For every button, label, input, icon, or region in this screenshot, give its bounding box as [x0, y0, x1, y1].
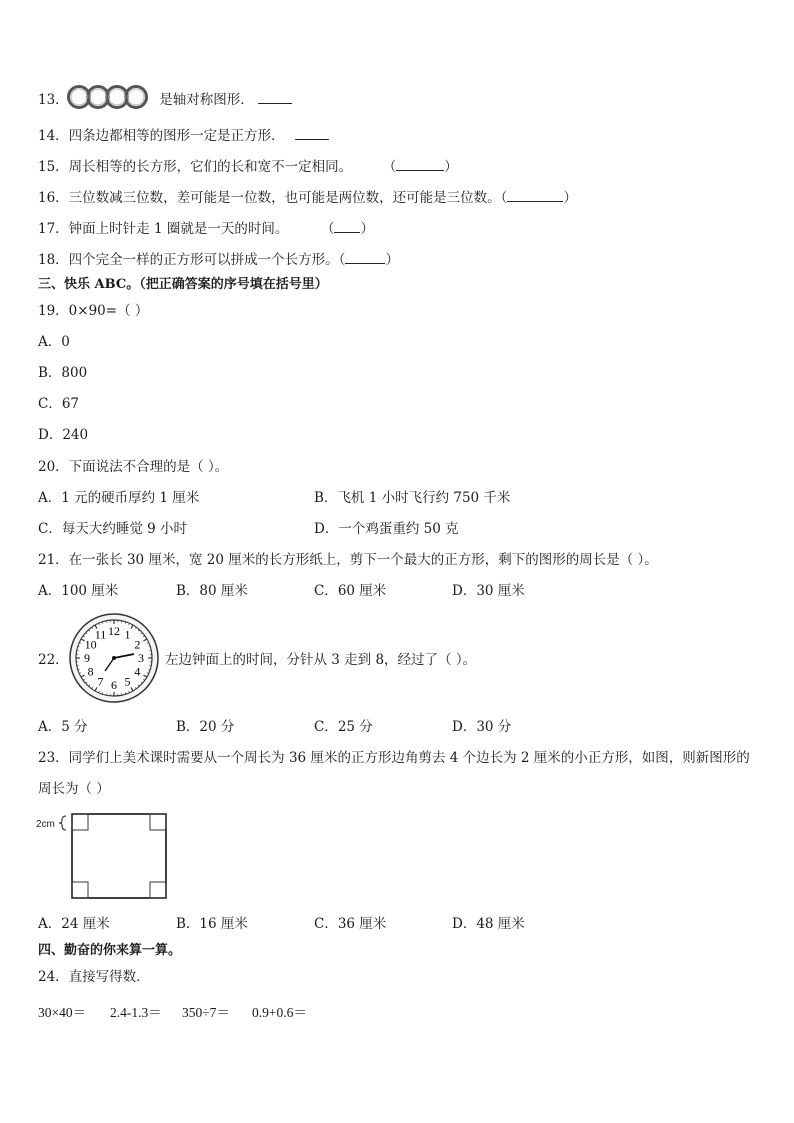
figure-label-2cm: 2cm [36, 819, 55, 830]
question-13-number: 13． [38, 92, 69, 108]
option-19-d[interactable]: D．240 [38, 427, 89, 443]
question-14 [38, 125, 329, 145]
option-19-a[interactable]: A．0 [38, 334, 70, 350]
option-20-b[interactable]: B．飞机 1 小时飞行约 750 千米 [314, 490, 511, 506]
option-23-d[interactable]: D．48 厘米 [452, 916, 525, 932]
answer-blank-13[interactable] [258, 89, 292, 104]
clock-number: 12 [108, 624, 120, 638]
option-19-c[interactable]: C．67 [38, 396, 80, 412]
bracket-close: ） [444, 159, 458, 175]
question-24-stem: 24．直接写得数． [38, 969, 150, 985]
question-21-stem: 21．在一张长 30 厘米，宽 20 厘米的长方形纸上，剪下一个最大的正方形，剩下的图形的周长是（ ）。 [38, 552, 658, 568]
option-21-c[interactable]: C．60 厘米 [314, 583, 387, 599]
question-13-text: 是轴对称图形． [159, 92, 254, 108]
question-15 [38, 156, 458, 176]
section-4-title: 四、勤奋的你来算一算。 [38, 943, 182, 958]
question-18-text: 18．四个完全一样的正方形可以拼成一个长方形。（ [38, 252, 346, 268]
question-20-stem: 20．下面说法不合理的是（ ）。 [38, 459, 229, 475]
question-18 [38, 249, 399, 269]
clock-number: 9 [84, 651, 90, 665]
clock-number: 4 [134, 664, 141, 679]
clock-number: 10 [84, 637, 97, 652]
cut-square-figure [36, 810, 170, 902]
question-23-stem-line2: 周长为（ ） [38, 781, 110, 797]
option-22-a[interactable]: A．5 分 [38, 719, 88, 735]
calc-expr-2: 2.4-1.3＝ [110, 1005, 162, 1020]
clock-number: 3 [138, 651, 144, 665]
answer-blank-16[interactable] [507, 187, 563, 202]
option-23-c[interactable]: C．36 厘米 [314, 916, 387, 932]
question-17 [38, 218, 374, 238]
question-22-text: 左边钟面上的时间，分针从 3 走到 8，经过了（ ）。 [165, 652, 477, 668]
option-22-d[interactable]: D．30 分 [452, 719, 512, 735]
option-22-c[interactable]: C．25 分 [314, 719, 373, 735]
option-20-d[interactable]: D．一个鸡蛋重约 50 克 [314, 521, 459, 537]
section-3-title: 三、快乐 ABC。（把正确答案的序号填在括号里） [38, 277, 328, 292]
bracket-open: （ [320, 221, 335, 237]
calc-expr-4: 0.9+0.6＝ [252, 1005, 307, 1020]
bracket-close: ） [360, 221, 374, 237]
answer-blank-18[interactable] [345, 249, 385, 264]
option-23-a[interactable]: A．24 厘米 [38, 916, 110, 932]
calc-expr-3: 350÷7＝ [182, 1005, 230, 1020]
question-14-text: 14．四条边都相等的图形一定是正方形． [38, 128, 285, 144]
clock-face-icon [68, 612, 160, 704]
clock-number: 8 [87, 664, 94, 679]
answer-blank-14[interactable] [295, 125, 329, 140]
question-22-number: 22． [38, 652, 69, 668]
four-rings-icon [66, 84, 150, 110]
option-20-c[interactable]: C．每天大约睡觉 9 小时 [38, 521, 188, 537]
bracket-close: ） [385, 252, 399, 268]
option-22-b[interactable]: B．20 分 [176, 719, 235, 735]
question-19-stem: 19．0×90=（ ） [38, 303, 149, 319]
question-17-text: 17．钟面上时针走 1 圈就是一天的时间。 [38, 221, 289, 237]
clock-number: 2 [134, 637, 141, 652]
question-16-text: 16．三位数减三位数，差可能是一位数，也可能是两位数，还可能是三位数。（ [38, 190, 508, 206]
bracket-close: ） [563, 190, 577, 206]
clock-number: 7 [97, 674, 104, 689]
question-23-stem-line1: 23．同学们上美术课时需要从一个周长为 36 厘米的正方形边角剪去 4 个边长为 2 厘米的小正方形，如图，则新图形的 [38, 750, 750, 766]
option-23-b[interactable]: B．16 厘米 [176, 916, 248, 932]
question-16 [38, 187, 577, 207]
clock-number: 6 [111, 678, 117, 692]
clock-number: 1 [124, 627, 131, 642]
clock-number: 11 [94, 627, 107, 642]
answer-blank-17[interactable] [334, 218, 360, 233]
bracket-open: （ [382, 159, 397, 175]
answer-blank-15[interactable] [396, 156, 444, 171]
calc-expr-1: 30×40＝ [38, 1005, 87, 1020]
option-20-a[interactable]: A．1 元的硬币厚约 1 厘米 [38, 490, 200, 506]
option-19-b[interactable]: B．800 [38, 365, 88, 381]
option-21-b[interactable]: B．80 厘米 [176, 583, 248, 599]
option-21-d[interactable]: D．30 厘米 [452, 583, 525, 599]
question-15-text: 15．周长相等的长方形，它们的长和宽不一定相同。 [38, 159, 353, 175]
clock-number: 5 [124, 674, 131, 689]
option-21-a[interactable]: A．100 厘米 [38, 583, 119, 599]
